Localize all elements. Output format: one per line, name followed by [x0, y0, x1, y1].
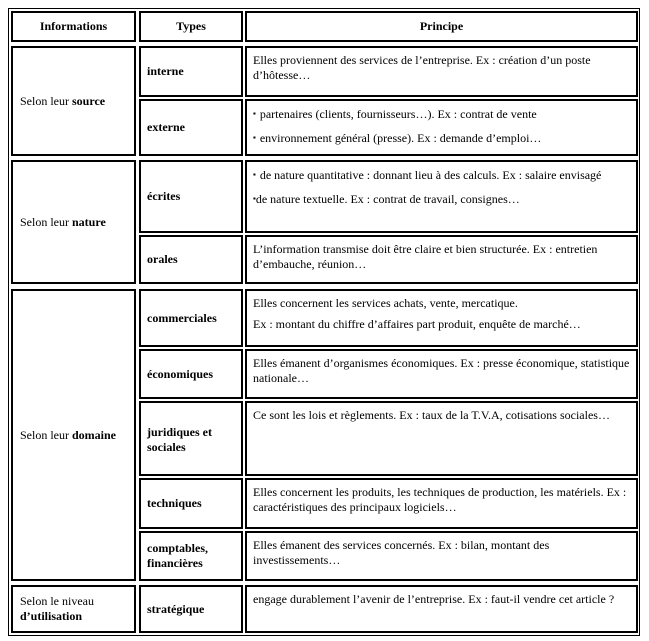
- principe-line: Elles concernent les services achats, vente, mercatique.: [253, 296, 518, 310]
- type-techniques: techniques: [139, 478, 243, 529]
- principe-interne: Elles proviennent des services de l’entreprise. Ex : création d’un poste d’hôtesse…: [245, 46, 638, 97]
- type-externe: externe: [139, 99, 243, 156]
- header-types: Types: [139, 11, 243, 42]
- bullet-square-icon: ▪: [253, 133, 256, 142]
- info-source: [11, 46, 136, 156]
- principe-economiques: Elles émanent d’organismes économiques. Ex : presse économique, statistique nationale…: [245, 349, 638, 399]
- type-ecrites: écrites: [139, 160, 243, 233]
- info-nature: [11, 160, 136, 284]
- principe-juridiques: Ce sont les lois et règlements. Ex : taux de la T.V.A, cotisations sociales…: [245, 401, 638, 476]
- list-item: ▪de nature textuelle. Ex : contrat de travail, consignes…: [253, 192, 520, 206]
- type-orales: orales: [139, 235, 243, 284]
- principe-techniques: Elles concernent les produits, les techniques de production, les matériels. Ex : caractéristiques des principaux logiciels…: [245, 478, 638, 529]
- list-item: ▪ environnement général (presse). Ex : demande d’emploi…: [253, 131, 542, 145]
- info-domaine: [11, 289, 136, 581]
- principe-comptables: Elles émanent des services concernés. Ex : bilan, montant des investissements…: [245, 531, 638, 581]
- list-item: ▪ partenaires (clients, fournisseurs…). Ex : contrat de vente: [253, 107, 537, 121]
- info-nature-label: Selon leur nature: [20, 214, 106, 229]
- info-source-label: Selon leur source: [20, 93, 106, 108]
- type-interne: interne: [139, 46, 243, 97]
- type-commerciales: commerciales: [139, 289, 243, 347]
- list-item: ▪ de nature quantitative : donnant lieu à des calculs. Ex : salaire envisagé: [253, 168, 602, 182]
- info-utilisation: [11, 585, 136, 633]
- bullet-square-icon: ▪: [253, 194, 256, 203]
- type-strategique: stratégique: [139, 585, 243, 633]
- principe-commerciales: [245, 289, 638, 347]
- header-informations: Informations: [11, 11, 136, 42]
- type-economiques: économiques: [139, 349, 243, 399]
- principe-externe: [245, 99, 638, 156]
- principe-line: Ex : montant du chiffre d’affaires part produit, enquête de marché…: [253, 317, 581, 331]
- type-juridiques: juridiques et sociales: [139, 401, 243, 476]
- header-principe: Principe: [245, 11, 638, 42]
- info-domaine-label: Selon leur domaine: [20, 427, 117, 442]
- principe-orales: L’information transmise doit être claire et bien structurée. Ex : entretien d’embauche, réunion…: [245, 235, 638, 284]
- bullet-square-icon: ▪: [253, 170, 256, 179]
- principe-strategique: engage durablement l’avenir de l’entreprise. Ex : faut-il vendre cet article ?: [245, 585, 638, 633]
- principe-ecrites: [245, 160, 638, 233]
- bullet-square-icon: ▪: [253, 109, 256, 118]
- type-comptables: comptables, financières: [139, 531, 243, 581]
- info-utilisation-label: Selon le niveau d’utilisation: [20, 594, 94, 623]
